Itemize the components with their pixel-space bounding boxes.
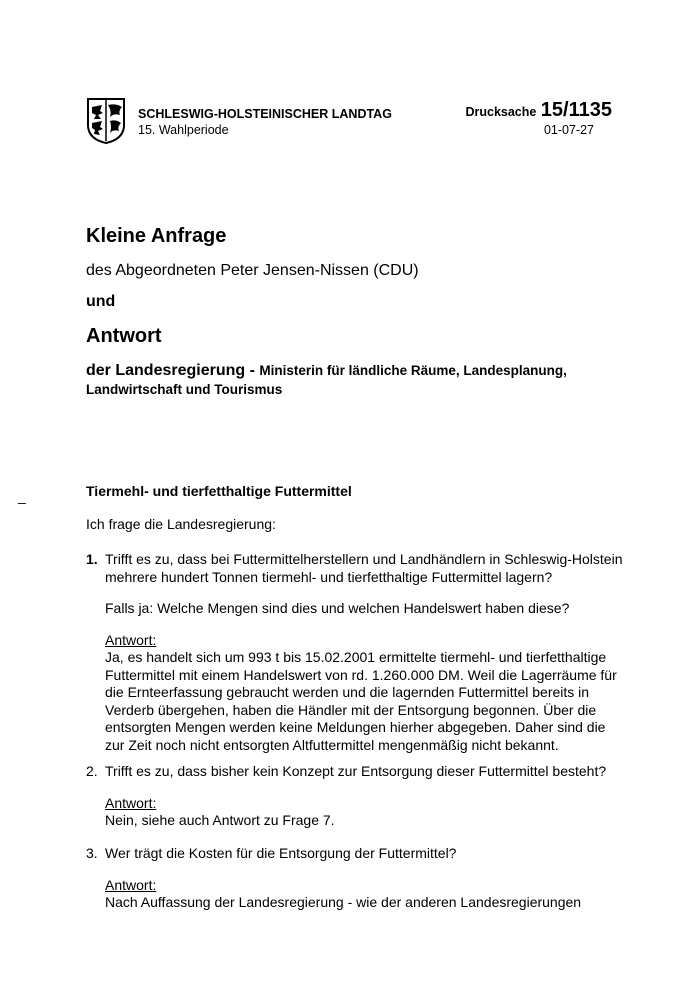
document-number xyxy=(465,99,612,122)
question-followup: Falls ja: Welche Mengen sind dies und welchen Handelswert haben diese? xyxy=(105,600,570,616)
document-date: 01-07-27 xyxy=(543,123,594,137)
answer-text: Ja, es handelt sich um 993 t bis 15.02.2001 ermittelte tiermehl- und tierfetthaltige Futtermittel mit einem Handelswert von rd. 1.260.000 DM. Weil die Lagerräume für die Ernteerfassung gebraucht werden und die lagernden Futtermittel bereits in Verderb übergehen, haben die Händler mit der Entsorgung begonnen. Über die entsorgten Mengen werden keine Meldungen hierher abgegeben. Daher sind die zur Zeit noch nicht entsorgten Altfuttermittel mengenmäßig nicht bekannt. xyxy=(105,649,617,753)
conjunction-und: und xyxy=(86,293,116,310)
question-number: 2. xyxy=(86,763,98,779)
answer-label: Antwort: xyxy=(105,795,157,811)
intro-line: Ich frage die Landesregierung: xyxy=(86,516,276,532)
drucksache-label: Drucksache xyxy=(465,105,537,119)
parliament-name: SCHLESWIG-HOLSTEINISCHER LANDTAG xyxy=(138,107,392,121)
heading-antwort: Antwort xyxy=(86,325,162,347)
question-text: Wer trägt die Kosten für die Entsorgung der Futtermittel? xyxy=(105,845,457,861)
margin-mark: _ xyxy=(18,488,26,504)
question-text: Trifft es zu, dass bei Futtermittelherstellern und Landhändlern in Schleswig-Holstein mehrere hundert Tonnen tiermehl- und tierfetthaltige Futtermittel lagern? xyxy=(105,551,623,585)
election-period: 15. Wahlperiode xyxy=(138,123,229,137)
answer-label: Antwort: xyxy=(105,632,157,648)
responding-authority xyxy=(86,361,606,399)
ministry-name: Ministerin für ländliche Räume, Landesplanung, Landwirtschaft und Tourismus xyxy=(86,363,567,397)
answer-text: Nein, siehe auch Antwort zu Frage 7. xyxy=(105,812,335,828)
question-number: 3. xyxy=(86,845,98,861)
coat-of-arms-icon xyxy=(86,97,126,145)
question-text: Trifft es zu, dass bisher kein Konzept zur Entsorgung dieser Futtermittel besteht? xyxy=(105,763,607,779)
question-number: 1. xyxy=(86,551,98,567)
answer-text: Nach Auffassung der Landesregierung - wie der anderen Landesregierungen xyxy=(105,894,582,910)
landesregierung-label: der Landesregierung - xyxy=(86,362,255,379)
heading-kleine-anfrage: Kleine Anfrage xyxy=(86,225,227,247)
answer-label: Antwort: xyxy=(105,877,157,893)
topic-title: Tiermehl- und tierfetthaltige Futtermittel xyxy=(86,483,352,499)
inquirer-line: des Abgeordneten Peter Jensen-Nissen (CDU) xyxy=(86,262,419,279)
drucksache-number: 15/1135 xyxy=(540,99,612,121)
